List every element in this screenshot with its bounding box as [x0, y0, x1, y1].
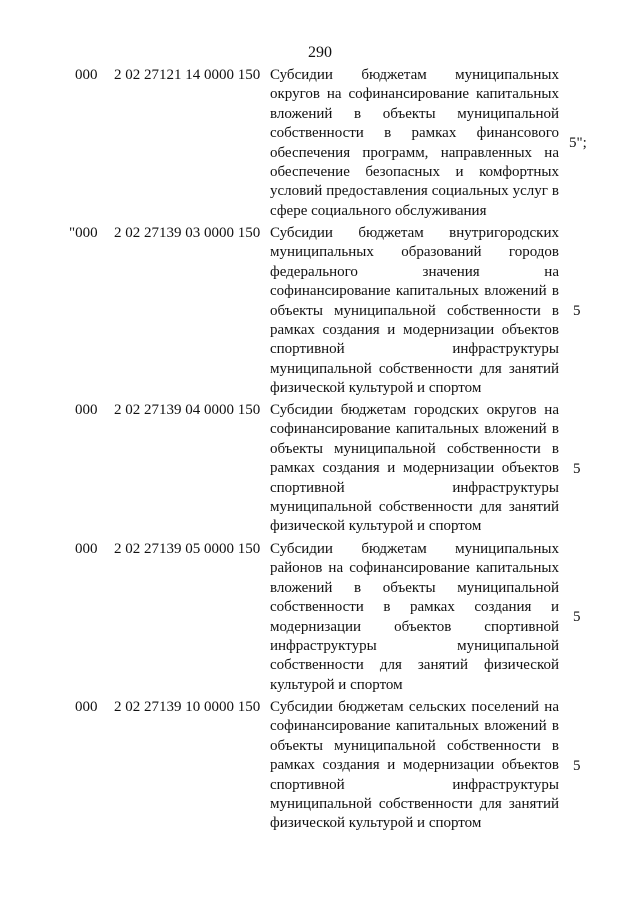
description-line: муниципальной собственности для занятий — [270, 796, 559, 813]
row-value: 5 — [573, 609, 581, 625]
row-value: 5 — [573, 758, 581, 774]
page-number: 290 — [308, 44, 332, 61]
description-line: муниципальной собственности для занятий — [270, 360, 559, 377]
description-line: софинансирование капитальных вложений в — [270, 421, 559, 438]
row-value: 5"; — [569, 135, 587, 151]
description-line: обеспечение безопасных и комфортных — [270, 164, 559, 181]
description-line: обеспечения программ, направленных на — [270, 144, 559, 161]
description-line: федерального значения на — [270, 263, 559, 280]
description-line: спортивной инфраструктуры — [270, 479, 559, 496]
description-line: объекты муниципальной собственности в — [270, 302, 559, 319]
description-line: физической культурой и спортом — [270, 815, 482, 832]
row-description — [270, 66, 559, 221]
description-line: вложений в объекты муниципальной — [270, 105, 559, 122]
description-line: Субсидии бюджетам городских округов на — [270, 402, 559, 418]
admin-code: "000 — [69, 225, 98, 241]
description-line: спортивной инфраструктуры — [270, 341, 559, 358]
budget-classification-code: 2 02 27139 05 0000 150 — [114, 541, 261, 557]
description-line: объекты муниципальной собственности в — [270, 737, 559, 754]
description-line: условий предоставления социальных услуг в — [270, 183, 559, 200]
description-line: округов на софинансирование капитальных — [270, 86, 559, 103]
admin-code: 000 — [75, 67, 98, 83]
budget-classification-code: 2 02 27139 10 0000 150 — [114, 699, 261, 715]
description-line: Субсидии бюджетам сельских поселений на — [270, 699, 559, 715]
description-line: собственности в рамках финансового — [270, 125, 559, 142]
description-line: физической культурой и спортом — [270, 380, 482, 397]
description-line: районов на софинансирование капитальных — [270, 560, 559, 577]
admin-code: 000 — [75, 541, 98, 557]
description-line: спортивной инфраструктуры — [270, 776, 559, 793]
description-line: муниципальных образований городов — [270, 244, 559, 261]
description-line: софинансирование капитальных вложений в — [270, 718, 559, 735]
budget-classification-code: 2 02 27139 04 0000 150 — [114, 402, 261, 418]
row-description — [270, 401, 559, 537]
description-line: Субсидии бюджетам муниципальных — [270, 67, 559, 83]
description-line: рамках создания и модернизации объектов — [270, 460, 559, 477]
description-line: софинансирование капитальных вложений в — [270, 283, 559, 300]
description-line: Субсидии бюджетам муниципальных — [270, 541, 559, 557]
budget-classification-code: 2 02 27121 14 0000 150 — [114, 67, 261, 83]
row-description — [270, 698, 559, 834]
description-line: сфере социального обслуживания — [270, 202, 487, 219]
description-line: Субсидии бюджетам внутригородских — [270, 225, 559, 241]
row-description — [270, 224, 559, 399]
budget-classification-code: 2 02 27139 03 0000 150 — [114, 225, 261, 241]
row-description — [270, 540, 559, 695]
row-value: 5 — [573, 303, 581, 319]
description-line: муниципальной собственности для занятий — [270, 499, 559, 516]
description-line: объекты муниципальной собственности в — [270, 440, 559, 457]
description-line: рамках создания и модернизации объектов — [270, 322, 559, 339]
description-line: рамках создания и модернизации объектов — [270, 757, 559, 774]
row-value: 5 — [573, 461, 581, 477]
admin-code: 000 — [75, 402, 98, 418]
description-line: культурой и спортом — [270, 676, 403, 693]
admin-code: 000 — [75, 699, 98, 715]
description-line: модернизации объектов спортивной — [270, 618, 559, 635]
description-line: физической культурой и спортом — [270, 518, 482, 535]
description-line: вложений в объекты муниципальной — [270, 579, 559, 596]
description-line: собственности для занятий физической — [270, 657, 559, 674]
description-line: собственности в рамках создания и — [270, 599, 559, 616]
description-line: инфраструктуры муниципальной — [270, 638, 559, 655]
